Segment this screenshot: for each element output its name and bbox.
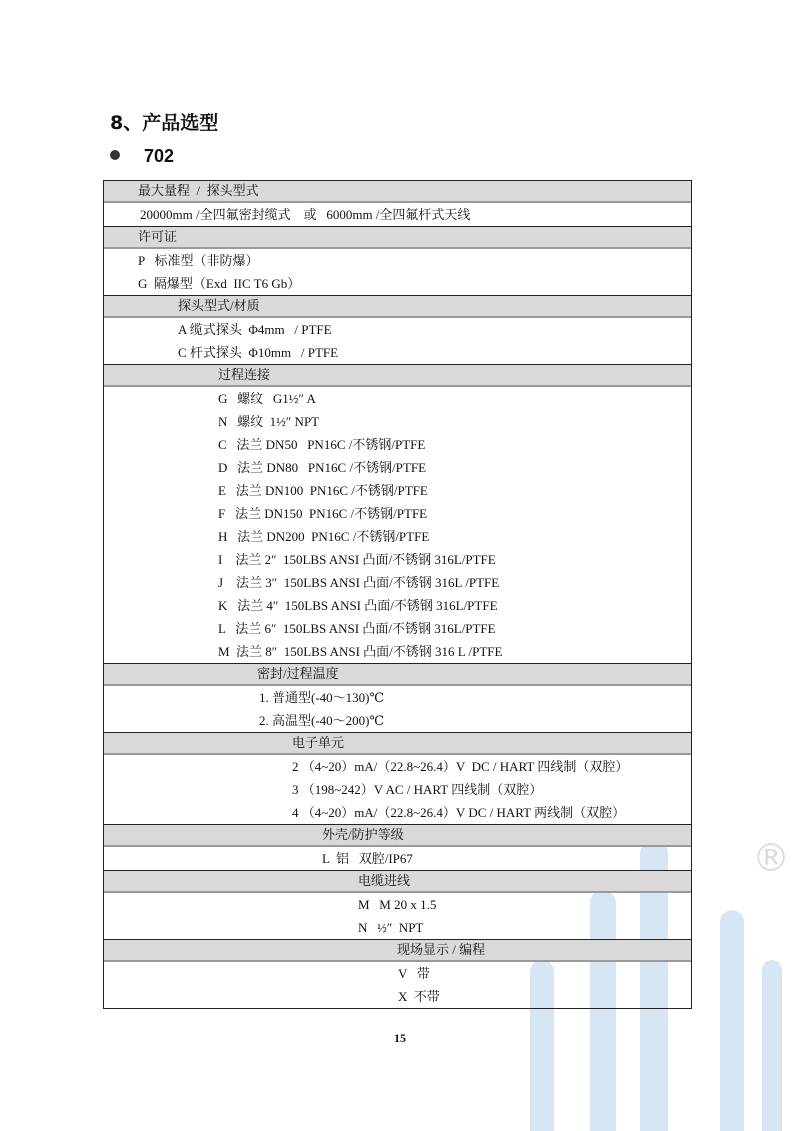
table-section	[104, 939, 691, 1008]
option-item: J 法兰 3″ 150LBS ANSI 凸面/不锈钢 316L /PTFE	[218, 575, 500, 590]
option-item: N 螺纹 1½″ NPT	[218, 414, 320, 429]
section-body	[104, 387, 691, 663]
section-body	[104, 318, 691, 364]
section-body	[104, 203, 691, 226]
section-header: 电子单元	[104, 732, 691, 755]
option-item: 4 （4~20）mA/（22.8~26.4）V DC / HART 两线制（双腔）	[292, 805, 626, 820]
table-section	[104, 732, 691, 824]
section-body	[104, 686, 691, 732]
option-item: C 法兰 DN50 PN16C /不锈钢/PTFE	[218, 437, 426, 452]
option-item: K 法兰 4″ 150LBS ANSI 凸面/不锈钢 316L/PTFE	[218, 598, 498, 613]
option-item: P 标准型（非防爆）	[138, 253, 259, 268]
option-item: 3 （198~242）V AC / HART 四线制（双腔）	[292, 782, 543, 797]
option-item: X 不带	[398, 989, 440, 1004]
table-section	[104, 180, 691, 226]
option-item: E 法兰 DN100 PN16C /不锈钢/PTFE	[218, 483, 428, 498]
section-header: 最大量程 / 探头型式	[104, 180, 691, 203]
option-item: M 法兰 8″ 150LBS ANSI 凸面/不锈钢 316 L /PTFE	[218, 644, 503, 659]
table-section	[104, 870, 691, 939]
option-item: I 法兰 2″ 150LBS ANSI 凸面/不锈钢 316L/PTFE	[218, 552, 496, 567]
table-section	[104, 226, 691, 295]
section-body	[104, 249, 691, 295]
section-header: 现场显示 / 编程	[104, 939, 691, 962]
table-section	[104, 295, 691, 364]
section-header: 许可证	[104, 226, 691, 249]
option-item: G 隔爆型（Exd IIC T6 Gb）	[138, 276, 301, 291]
option-item: V 带	[398, 966, 430, 981]
option-item: F 法兰 DN150 PN16C /不锈钢/PTFE	[218, 506, 428, 521]
option-item: M M 20 x 1.5	[358, 897, 437, 912]
watermark-bar	[720, 910, 744, 1131]
option-item: 20000mm /全四氟密封缆式 或 6000mm /全四氟杆式天线	[140, 207, 471, 222]
bullet-icon	[110, 150, 120, 160]
selection-table	[103, 180, 692, 1009]
table-section	[104, 364, 691, 663]
section-header: 探头型式/材质	[104, 295, 691, 318]
section-header: 密封/过程温度	[104, 663, 691, 686]
option-item: 2. 高温型(-40～200)℃	[259, 713, 385, 728]
option-item: 1. 普通型(-40～130)℃	[259, 690, 385, 705]
table-section	[104, 663, 691, 732]
model-number: 702	[144, 146, 175, 166]
registered-mark-icon: ®	[752, 836, 790, 880]
model-title	[110, 146, 174, 167]
section-body	[104, 893, 691, 939]
section-body	[104, 755, 691, 824]
option-item: D 法兰 DN80 PN16C /不锈钢/PTFE	[218, 460, 427, 475]
section-body	[104, 847, 691, 870]
table-section	[104, 824, 691, 870]
section-body	[104, 962, 691, 1008]
section-header: 外壳/防护等级	[104, 824, 691, 847]
option-item: H 法兰 DN200 PN16C /不锈钢/PTFE	[218, 529, 430, 544]
section-heading: 8、产品选型	[110, 112, 219, 134]
option-item: A 缆式探头 Φ4mm / PTFE	[178, 322, 332, 337]
page-number: 15	[394, 1031, 406, 1045]
section-header: 过程连接	[104, 364, 691, 387]
option-item: N ½″ NPT	[358, 920, 424, 935]
section-header: 电缆进线	[104, 870, 691, 893]
option-item: C 杆式探头 Φ10mm / PTFE	[178, 345, 339, 360]
option-item: L 法兰 6″ 150LBS ANSI 凸面/不锈钢 316L/PTFE	[218, 621, 496, 636]
option-item: 2 （4~20）mA/（22.8~26.4）V DC / HART 四线制（双腔）	[292, 759, 629, 774]
option-item: L 铝 双腔/IP67	[322, 851, 413, 866]
option-item: G 螺纹 G1½″ A	[218, 391, 316, 406]
